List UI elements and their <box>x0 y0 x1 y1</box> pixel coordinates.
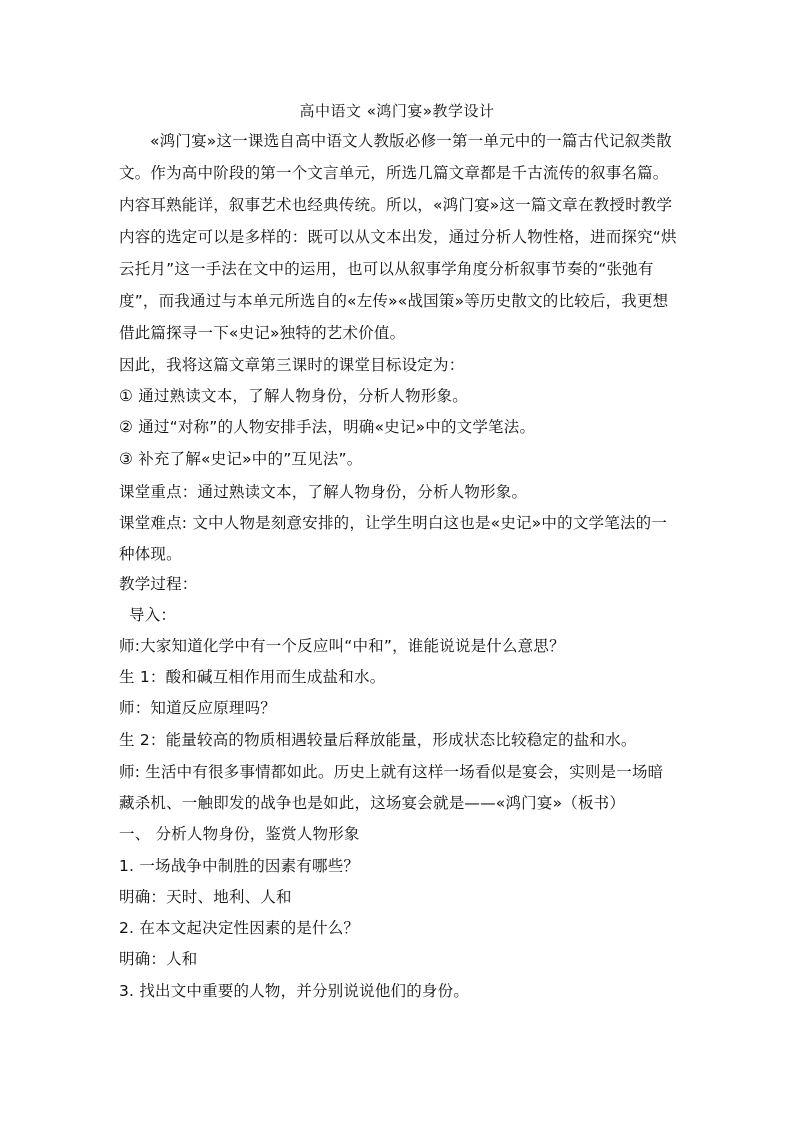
answer-line: 明确：人和 <box>119 950 198 968</box>
goal-intro: 因此，我将这篇文章第三课时的课堂目标设定为： <box>119 356 465 374</box>
document-title: 高中语文 «鸿门宴»教学设计 <box>299 102 495 120</box>
question-line: 2. 在本文起决定性因素的是什么？ <box>119 919 360 937</box>
difficulty-line: 课堂难点: 文中人物是刻意安排的，让学生明白这也是«史记»中的文学笔法的一 <box>119 514 668 532</box>
question-line: 1. 一场战争中制胜的因素有哪些？ <box>119 857 360 875</box>
dialogue-line: 生 1：酸和碱互相作用而生成盐和水。 <box>119 668 386 686</box>
intro-line: «鸿门宴»这一课选自高中语文人教版必修一第一单元中的一篇古代记叙类散 <box>150 132 672 150</box>
section-heading: 一、 分析人物身份，鉴赏人物形象 <box>119 825 360 843</box>
dialogue-line: 师：知道反应原理吗？ <box>119 699 277 717</box>
intro-line: 内容耳熟能详，叙事艺术也经典传统。所以，«鸿门宴»这一篇文章在教授时教学 <box>119 196 673 214</box>
intro-line: 内容的选定可以是多样的：既可以从文本出发，通过分析人物性格，进而探究“烘 <box>119 228 677 246</box>
dialogue-line: 师:大家知道化学中有一个反应叫“中和”，谁能说说是什么意思？ <box>119 637 565 655</box>
answer-line: 明确：天时、地利、人和 <box>119 888 292 906</box>
process-heading: 教学过程： <box>119 575 198 593</box>
difficulty-line: 种体现。 <box>119 545 182 563</box>
goal-item: ② 通过“对称”的人物安排手法，明确«史记»中的文学笔法。 <box>119 418 536 436</box>
intro-line: 度”，而我通过与本单元所选自的«左传»«战国策»等历史散文的比较后，我更想 <box>119 292 669 310</box>
intro-line: 借此篇探寻一下«史记»独特的艺术价值。 <box>119 324 406 342</box>
dialogue-line: 师: 生活中有很多事情都如此。历史上就有这样一场看似是宴会，实则是一场暗 <box>119 763 664 781</box>
intro-line: 文。作为高中阶段的第一个文言单元，所选几篇文章都是千古流传的叙事名篇。 <box>119 164 669 182</box>
key-point: 课堂重点：通过熟读文本，了解人物身份，分析人物形象。 <box>119 483 528 501</box>
dialogue-line: 藏杀机、一触即发的战争也是如此，这场宴会就是——«鸿门宴»（板书） <box>119 794 626 812</box>
dialogue-line: 生 2：能量较高的物质相遇较量后释放能量，形成状态比较稳定的盐和水。 <box>119 731 637 749</box>
intro-line: 云托月”这一手法在文中的运用，也可以从叙事学角度分析叙事节奏的“张弛有 <box>119 260 654 278</box>
goal-item: ③ 补充了解«史记»中的”互见法”。 <box>119 450 363 468</box>
question-line: 3. 找出文中重要的人物，并分别说说他们的身份。 <box>119 982 470 1000</box>
goal-item: ① 通过熟读文本，了解人物身份，分析人物形象。 <box>119 387 468 405</box>
intro-heading: 导入： <box>129 606 177 624</box>
